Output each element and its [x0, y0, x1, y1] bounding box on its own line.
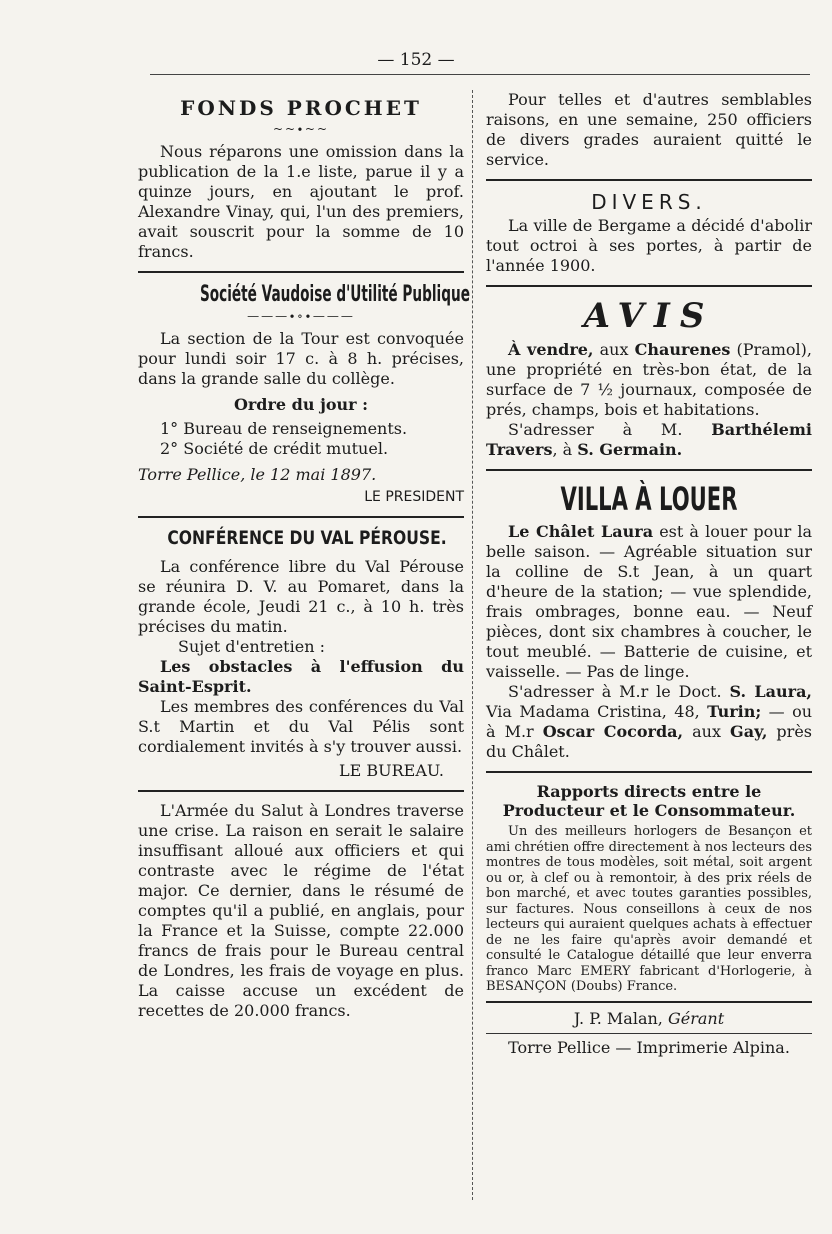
fonds-title: FONDS PROCHET	[180, 96, 422, 120]
right-column	[486, 90, 812, 1058]
gerant-role: Gérant	[662, 1008, 725, 1028]
conference-subject: Les obstacles à l'effusion du Saint-Esprit.	[138, 657, 464, 696]
avis-contact-mid: , à	[552, 440, 578, 459]
villa-name: Le Châlet Laura	[508, 522, 654, 541]
avis-text	[486, 340, 812, 420]
avis-place: Chaurenes	[634, 340, 731, 359]
conference-signature: LE BUREAU.	[338, 761, 444, 780]
villa-contact	[486, 682, 812, 762]
svup-dateline: Torre Pellice, le 12 mai 1897.	[138, 465, 377, 484]
avis-lead: À vendre,	[508, 340, 594, 359]
svup-title: Société Vaudoise d'Utilité Publique	[199, 282, 470, 307]
ornament-divider: ———∙∘∙———	[247, 309, 355, 323]
svup-section	[138, 282, 470, 507]
armee-section	[138, 801, 464, 1021]
villa-title: VILLA À LOUER	[560, 480, 738, 518]
footer-rule	[486, 1033, 812, 1034]
rapports-text: Un des meilleurs horlogers de Besançon et ami chrétien offre directement à nos lecteurs des montres de tous modèles, soit métal, soit argent ou or, à clef ou à remontoir, à des prix réels de bon marché, et avec toutes garanties possibles, sur factures. Nous conseillons à ceux de nos lecteurs qui auraient quelques achats à effectuer de ne les faire qu'après avoir demandé et consulté le Catalogue détaillé que leur enverra franco Marc EMERY fabricant d'Horlogerie, à BESANÇON (Doubs) France.	[486, 824, 812, 994]
avis-contact	[486, 420, 812, 460]
section-rule	[486, 771, 812, 773]
section-rule	[138, 271, 464, 273]
villa-contact-2-city: Turin;	[707, 702, 762, 721]
continuation-text: Pour telles et d'autres semblables raisons, en une semaine, 250 officiers de divers grades auraient quitté le service.	[486, 90, 812, 169]
section-rule	[486, 1001, 812, 1003]
left-column	[138, 90, 470, 1025]
villa-contact-3-name: Oscar Cocorda,	[542, 722, 684, 741]
villa-contact-3: — ou à M.r	[486, 702, 813, 741]
villa-contact-4-place: Gay,	[730, 722, 768, 741]
avis-contact-name: Barthélemi Travers	[486, 420, 812, 459]
section-rule	[138, 790, 464, 792]
avis-section	[486, 296, 812, 460]
fonds-text: Nous réparons une omission dans la publication de la 1.e liste, parue il y a quinze jours, en ajoutant le prof. Alexandre Vinay, qui, l'un des premiers, avait souscrit pour la somme de 10 francs.	[138, 142, 464, 261]
section-rule	[486, 285, 812, 287]
gerant-name: J. P. Malan,	[573, 1008, 663, 1028]
agenda-item-2: 2° Société de crédit mutuel.	[160, 439, 389, 458]
conference-subject-label: Sujet d'entretien :	[178, 637, 325, 656]
avis-contact-place: S. Germain.	[577, 440, 683, 459]
conference-text: La conférence libre du Val Pérouse se réunira D. V. au Pomaret, dans la grande école, Jeudi 21 c., à 10 h. très précises du matin.	[138, 557, 464, 636]
conference-section	[138, 527, 464, 781]
section-rule	[486, 179, 812, 181]
avis-lead-mid: aux	[593, 340, 635, 359]
section-rule	[486, 469, 812, 471]
villa-body: est à louer pour la belle saison. — Agréable situation sur la colline de S.t Jean, à un quart d'heure de la station; — vue splendide, frais ombrages, bonne eau. — Neuf pièces, dont six chambres à coucher, le tout meublé. — Batterie de cuisine, et vaisselle. — Pas de linge.	[486, 522, 813, 681]
divers-section	[486, 190, 812, 276]
ordre-du-jour-title: Ordre du jour :	[233, 395, 369, 414]
villa-contact-1: S'adresser à M.r le Doct.	[508, 682, 730, 701]
villa-contact-5: près du Châlet.	[486, 722, 813, 761]
svup-text: La section de la Tour est convoquée pour lundi soir 17 c. à 8 h. précises, dans la grande salle du collège.	[138, 329, 464, 388]
conference-title: CONFÉRENCE DU VAL PÉROUSE.	[167, 527, 447, 549]
villa-contact-4: aux	[683, 722, 731, 741]
ornament-divider: ~~∙~~	[272, 122, 330, 136]
villa-contact-1-name: S. Laura,	[729, 682, 813, 701]
printer-line: Torre Pellice — Imprimerie Alpina.	[508, 1037, 790, 1057]
avis-body: (Pramol), une propriété en très-bon état, de la surface de 7 ½ journaux, composée de prés, champs, bois et habitations.	[486, 340, 812, 419]
fonds-prochet-section	[138, 96, 464, 262]
villa-text	[486, 522, 812, 682]
rapports-section	[486, 782, 812, 995]
avis-contact-pre: S'adresser à M.	[508, 420, 712, 439]
header-rule	[150, 74, 810, 75]
armee-text: L'Armée du Salut à Londres traverse une crise. La raison en serait le salaire insuffisant alloué aux officiers et qui contraste avec le régime de l'état major. Ce dernier, dans le résumé de comptes qu'il a publié, en anglais, pour la France et la Suisse, compte 22.000 francs de frais pour le Bureau central de Londres, les frais de voyage en plus. La caisse accuse un excédent de recettes de 20.000 francs.	[138, 801, 464, 1020]
villa-contact-2: Via Madama Cristina, 48,	[486, 702, 708, 721]
conference-invitation: Les membres des conférences du Val S.t Martin et du Val Pélis sont cordialement invités à s'y trouver aussi.	[138, 697, 464, 756]
agenda-item-1: 1° Bureau de renseignements.	[160, 419, 408, 438]
page-number: — 152 —	[377, 50, 455, 70]
gerant-line	[486, 1009, 812, 1029]
rapports-title: Rapports directs entre le Producteur et le Consommateur.	[502, 782, 796, 820]
avis-title: AVIS	[583, 296, 715, 336]
section-rule	[138, 516, 464, 518]
column-divider	[472, 90, 473, 1200]
divers-title: DIVERS.	[591, 190, 707, 214]
divers-text: La ville de Bergame a décidé d'abolir tout octroi à ses portes, à partir de l'année 1900.	[486, 216, 812, 275]
svup-signature: LE PRESIDENT	[364, 489, 464, 505]
villa-section	[486, 480, 812, 762]
